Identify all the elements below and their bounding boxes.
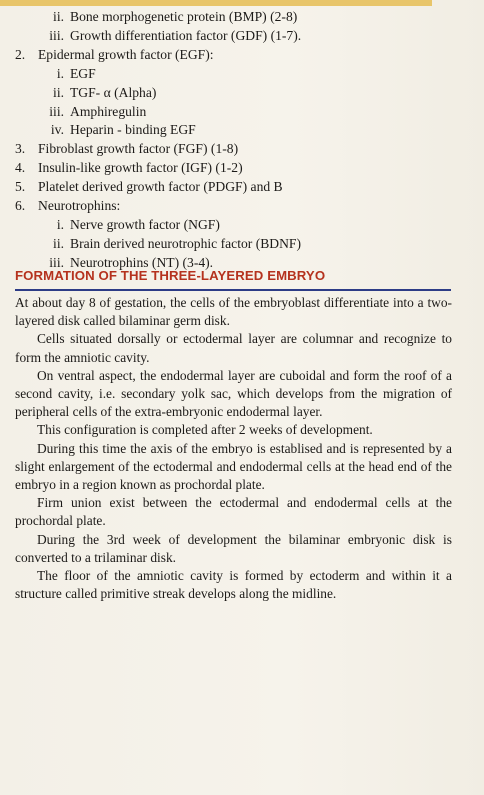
list-text: Nerve growth factor (NGF): [70, 216, 220, 232]
paragraph: This configuration is completed after 2 weeks of development.: [37, 422, 373, 438]
list-marker: 5.: [15, 179, 26, 195]
list-marker: iv.: [50, 122, 64, 138]
paragraph: Cells situated dorsally or ectodermal layer are columnar and recognize to form the amniotic cavity.: [15, 331, 452, 365]
paragraph: During the 3rd week of development the bilaminar embryonic disk is converted to a trilaminar disk.: [15, 531, 452, 565]
paragraph: Firm union exist between the ectodermal and endodermal cells at the prochordal plate.: [15, 495, 452, 529]
list-item: [0, 9, 470, 27]
section-body: [15, 294, 452, 603]
list-marker: i.: [56, 216, 64, 232]
list-marker: 4.: [15, 160, 26, 176]
list-marker: iii.: [49, 27, 64, 43]
list-text: Heparin - binding EGF: [70, 122, 196, 138]
list-item: [0, 104, 470, 122]
list-text: Neurotrophins (NT) (3-4).: [70, 254, 214, 270]
list-item: [0, 66, 470, 84]
list-item: [0, 236, 470, 254]
list-text: Brain derived neurotrophic factor (BDNF): [70, 235, 302, 251]
list-text: Amphiregulin: [70, 103, 147, 119]
list-item: [0, 122, 470, 140]
list-text: Insulin-like growth factor (IGF) (1-2): [38, 160, 243, 176]
list-marker: 6.: [15, 198, 26, 213]
list-marker: 3.: [15, 141, 26, 157]
list-text: Neurotrophins:: [38, 198, 121, 213]
list-text: EGF: [70, 65, 96, 81]
paragraph: During this time the axis of the embryo is establised and is represented by a slight enlargement of the ectodermal and endodermal cells at the head end of the embryo in a region known as prochordal plate.: [15, 440, 452, 493]
list-item: [0, 141, 470, 159]
list-text: TGF- α (Alpha): [70, 84, 157, 100]
list-item: [0, 160, 470, 178]
list-item: [0, 28, 470, 46]
header-accent-bar: [0, 0, 432, 6]
list-marker: 2.: [15, 46, 26, 62]
list-marker: i.: [56, 65, 64, 81]
list-marker: iii.: [49, 254, 64, 270]
list-item: [0, 198, 470, 216]
heading-rule: [15, 289, 451, 291]
list-text: Epidermal growth factor (EGF):: [38, 46, 214, 62]
list-item: [0, 179, 470, 197]
list-text: Platelet derived growth factor (PDGF) and B: [38, 179, 283, 195]
paragraph: On ventral aspect, the endodermal layer are cuboidal and form the roof of a second cavity, i.e. secondary yolk sac, which develops from the migration of peripheral cells of the extra-embryonic endodermal layer.: [15, 367, 452, 420]
section-heading: FORMATION OF THE THREE-LAYERED EMBRYO: [15, 268, 326, 283]
list-item: [0, 47, 470, 65]
list-item: [0, 217, 470, 235]
list-text: Bone morphogenetic protein (BMP) (2-8): [70, 9, 298, 24]
list-text: Fibroblast growth factor (FGF) (1-8): [38, 141, 239, 157]
list-marker: ii.: [53, 84, 64, 100]
list-marker: ii.: [53, 235, 64, 251]
list-item: [0, 85, 470, 103]
paragraph: The floor of the amniotic cavity is formed by ectoderm and within it a structure called primitive streak develops along the midline.: [15, 568, 452, 602]
paragraph: At about day 8 of gestation, the cells of the embryoblast differentiate into a two-layered disk called bilaminar germ disk.: [15, 295, 452, 329]
list-marker: ii.: [53, 9, 64, 24]
list-text: Growth differentiation factor (GDF) (1-7).: [70, 27, 302, 43]
list-marker: iii.: [49, 103, 64, 119]
